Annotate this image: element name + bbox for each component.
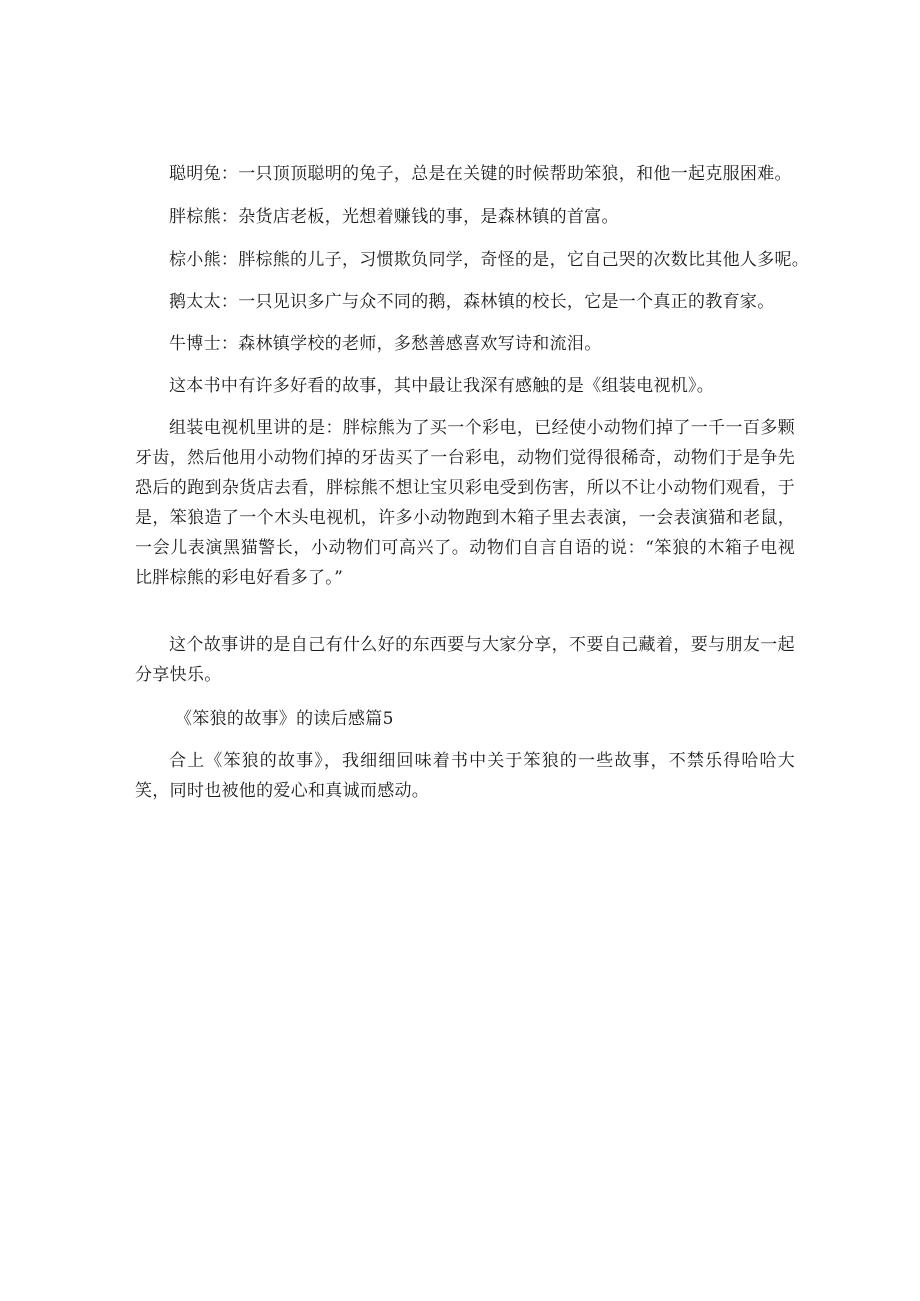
character-paragraph-little-brown-bear: 棕小熊：胖棕熊的儿子，习惯欺负同学，奇怪的是，它自己哭的次数比其他人多呢。 bbox=[169, 250, 810, 270]
character-paragraph-fat-brown-bear: 胖棕熊：杂货店老板，光想着赚钱的事，是森林镇的首富。 bbox=[169, 207, 619, 227]
character-paragraph-clever-rabbit: 聪明兔：一只顶顶聪明的兔子，总是在关键的时候帮助笨狼，和他一起克服困难。 bbox=[169, 164, 792, 184]
lesson-paragraph: 这个故事讲的是自己有什么好的东西要与大家分享，不要自己藏着，要与朋友一起分享快乐。 bbox=[135, 635, 795, 685]
closing-paragraph: 合上《笨狼的故事》，我细细回味着书中关于笨狼的一些故事，不禁乐得哈哈大笑，同时也被他的爱心和真诚而感动。 bbox=[135, 751, 795, 801]
story-summary-paragraph: 组装电视机里讲的是：胖棕熊为了买一个彩电，已经使小动物们掉了一千一百多颗牙齿，然后他用小动物们掉的牙齿买了一台彩电，动物们觉得很稀奇，动物们于是争先恐后的跑到杂货店去看，胖棕熊不想让宝贝彩电受到伤害，所以不让小动物们观看，于是，笨狼造了一个木头电视机，许多小动物跑到木箱子里去表演，一会表演猫和老鼠，一会儿表演黑猫警长，小动物们可高兴了。动物们自言自语的说：“笨狼的木箱子电视比胖棕熊的彩电好看多了。” bbox=[135, 418, 795, 588]
intro-paragraph: 这本书中有许多好看的故事，其中最让我深有感触的是《组装电视机》。 bbox=[169, 376, 715, 396]
character-paragraph-mrs-goose: 鹅太太：一只见识多广与众不同的鹅，森林镇的校长，它是一个真正的教育家。 bbox=[169, 292, 775, 312]
character-paragraph-dr-ox: 牛博士：森林镇学校的老师，多愁善感喜欢写诗和流泪。 bbox=[169, 334, 602, 354]
section-heading: 《笨狼的故事》的读后感篇5 bbox=[175, 709, 394, 729]
